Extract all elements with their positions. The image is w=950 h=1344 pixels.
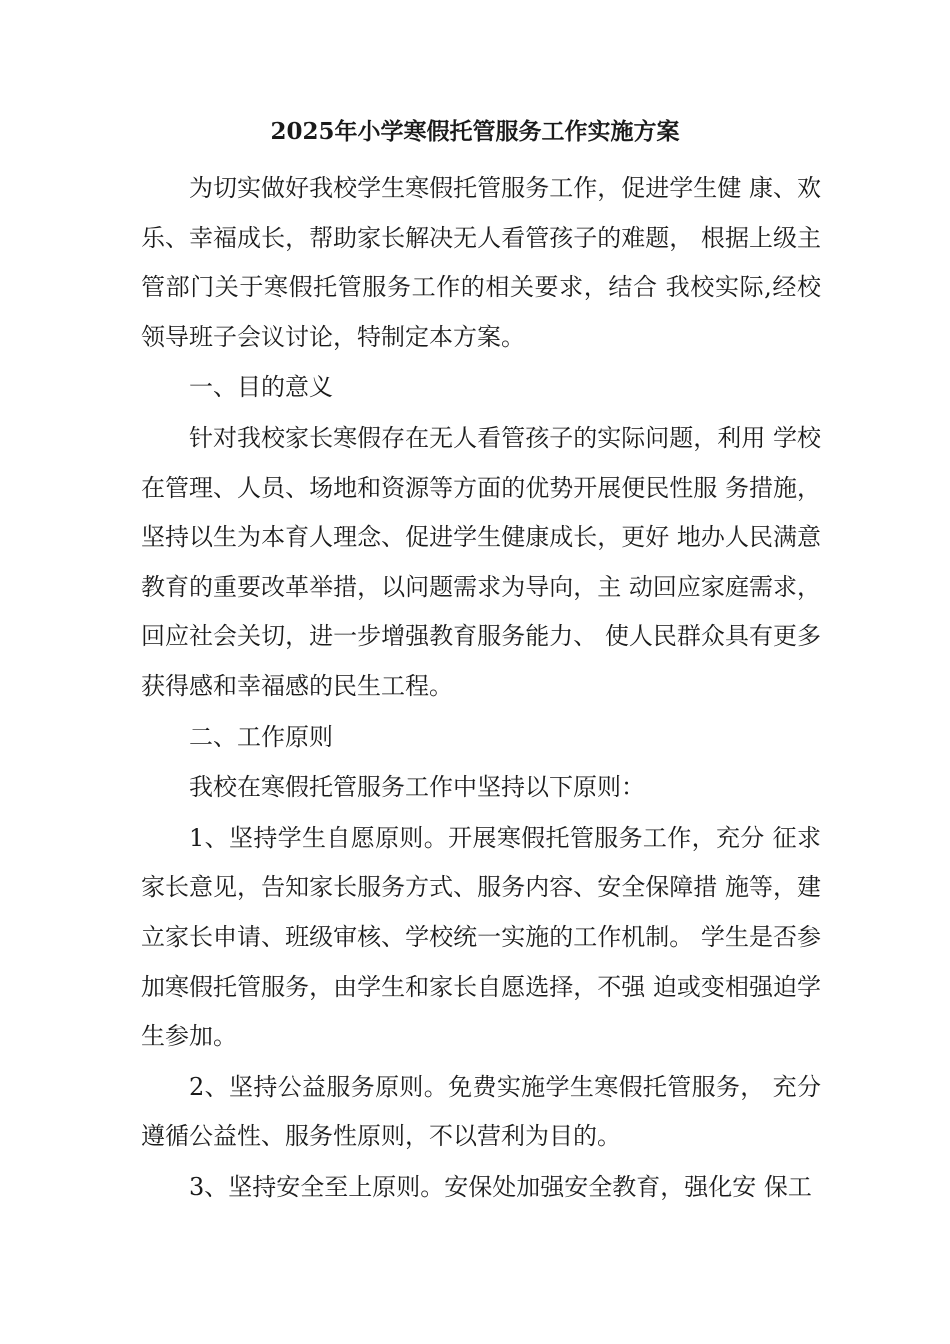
principle-1-paragraph: 1、坚持学生自愿原则。开展寒假托管服务工作，充分 征求家长意见，告知家长服务方式、服务内容、安全保障措 施等，建立家长申请、班级审核、学校统一实施的工作机制。 学生是否参加寒假托管服务，由学生和家长自愿选择，不强 迫或变相强迫学生参加。 <box>141 823 821 1051</box>
document-title: 2025年小学寒假托管服务工作实施方案 <box>270 118 680 145</box>
intro-paragraph: 为切实做好我校学生寒假托管服务工作，促进学生健 康、欢乐、幸福成长，帮助家长解决无人看管孩子的难题， 根据上级主管部门关于寒假托管服务工作的相关要求，结合 我校实际,经校领导班子会议讨论，特制定本方案。 <box>141 174 821 351</box>
purpose-paragraph: 针对我校家长寒假存在无人看管孩子的实际问题，利用 学校在管理、人员、场地和资源等方面的优势开展便民性服 务措施，坚持以生为本育人理念、促进学生健康成长，更好 地办人民满意教育的重要改革举措，以问题需求为导向，主 动回应家庭需求，回应社会关切，进一步增强教育服务能力、 使人民群众具有更多获得感和幸福感的民生工程。 <box>141 423 821 700</box>
principle-2-paragraph: 2、坚持公益服务原则。免费实施学生寒假托管服务， 充分遵循公益性、服务性原则，不以营利为目的。 <box>141 1072 821 1151</box>
principle-3-paragraph: 3、坚持安全至上原则。安保处加强安全教育，强化安 保工 <box>189 1172 812 1201</box>
principles-intro-paragraph: 我校在寒假托管服务工作中坚持以下原则： <box>189 773 645 802</box>
section-heading-principles: 二、工作原则 <box>189 722 333 751</box>
section-heading-purpose: 一、目的意义 <box>189 373 333 402</box>
document-body <box>141 164 821 1213</box>
